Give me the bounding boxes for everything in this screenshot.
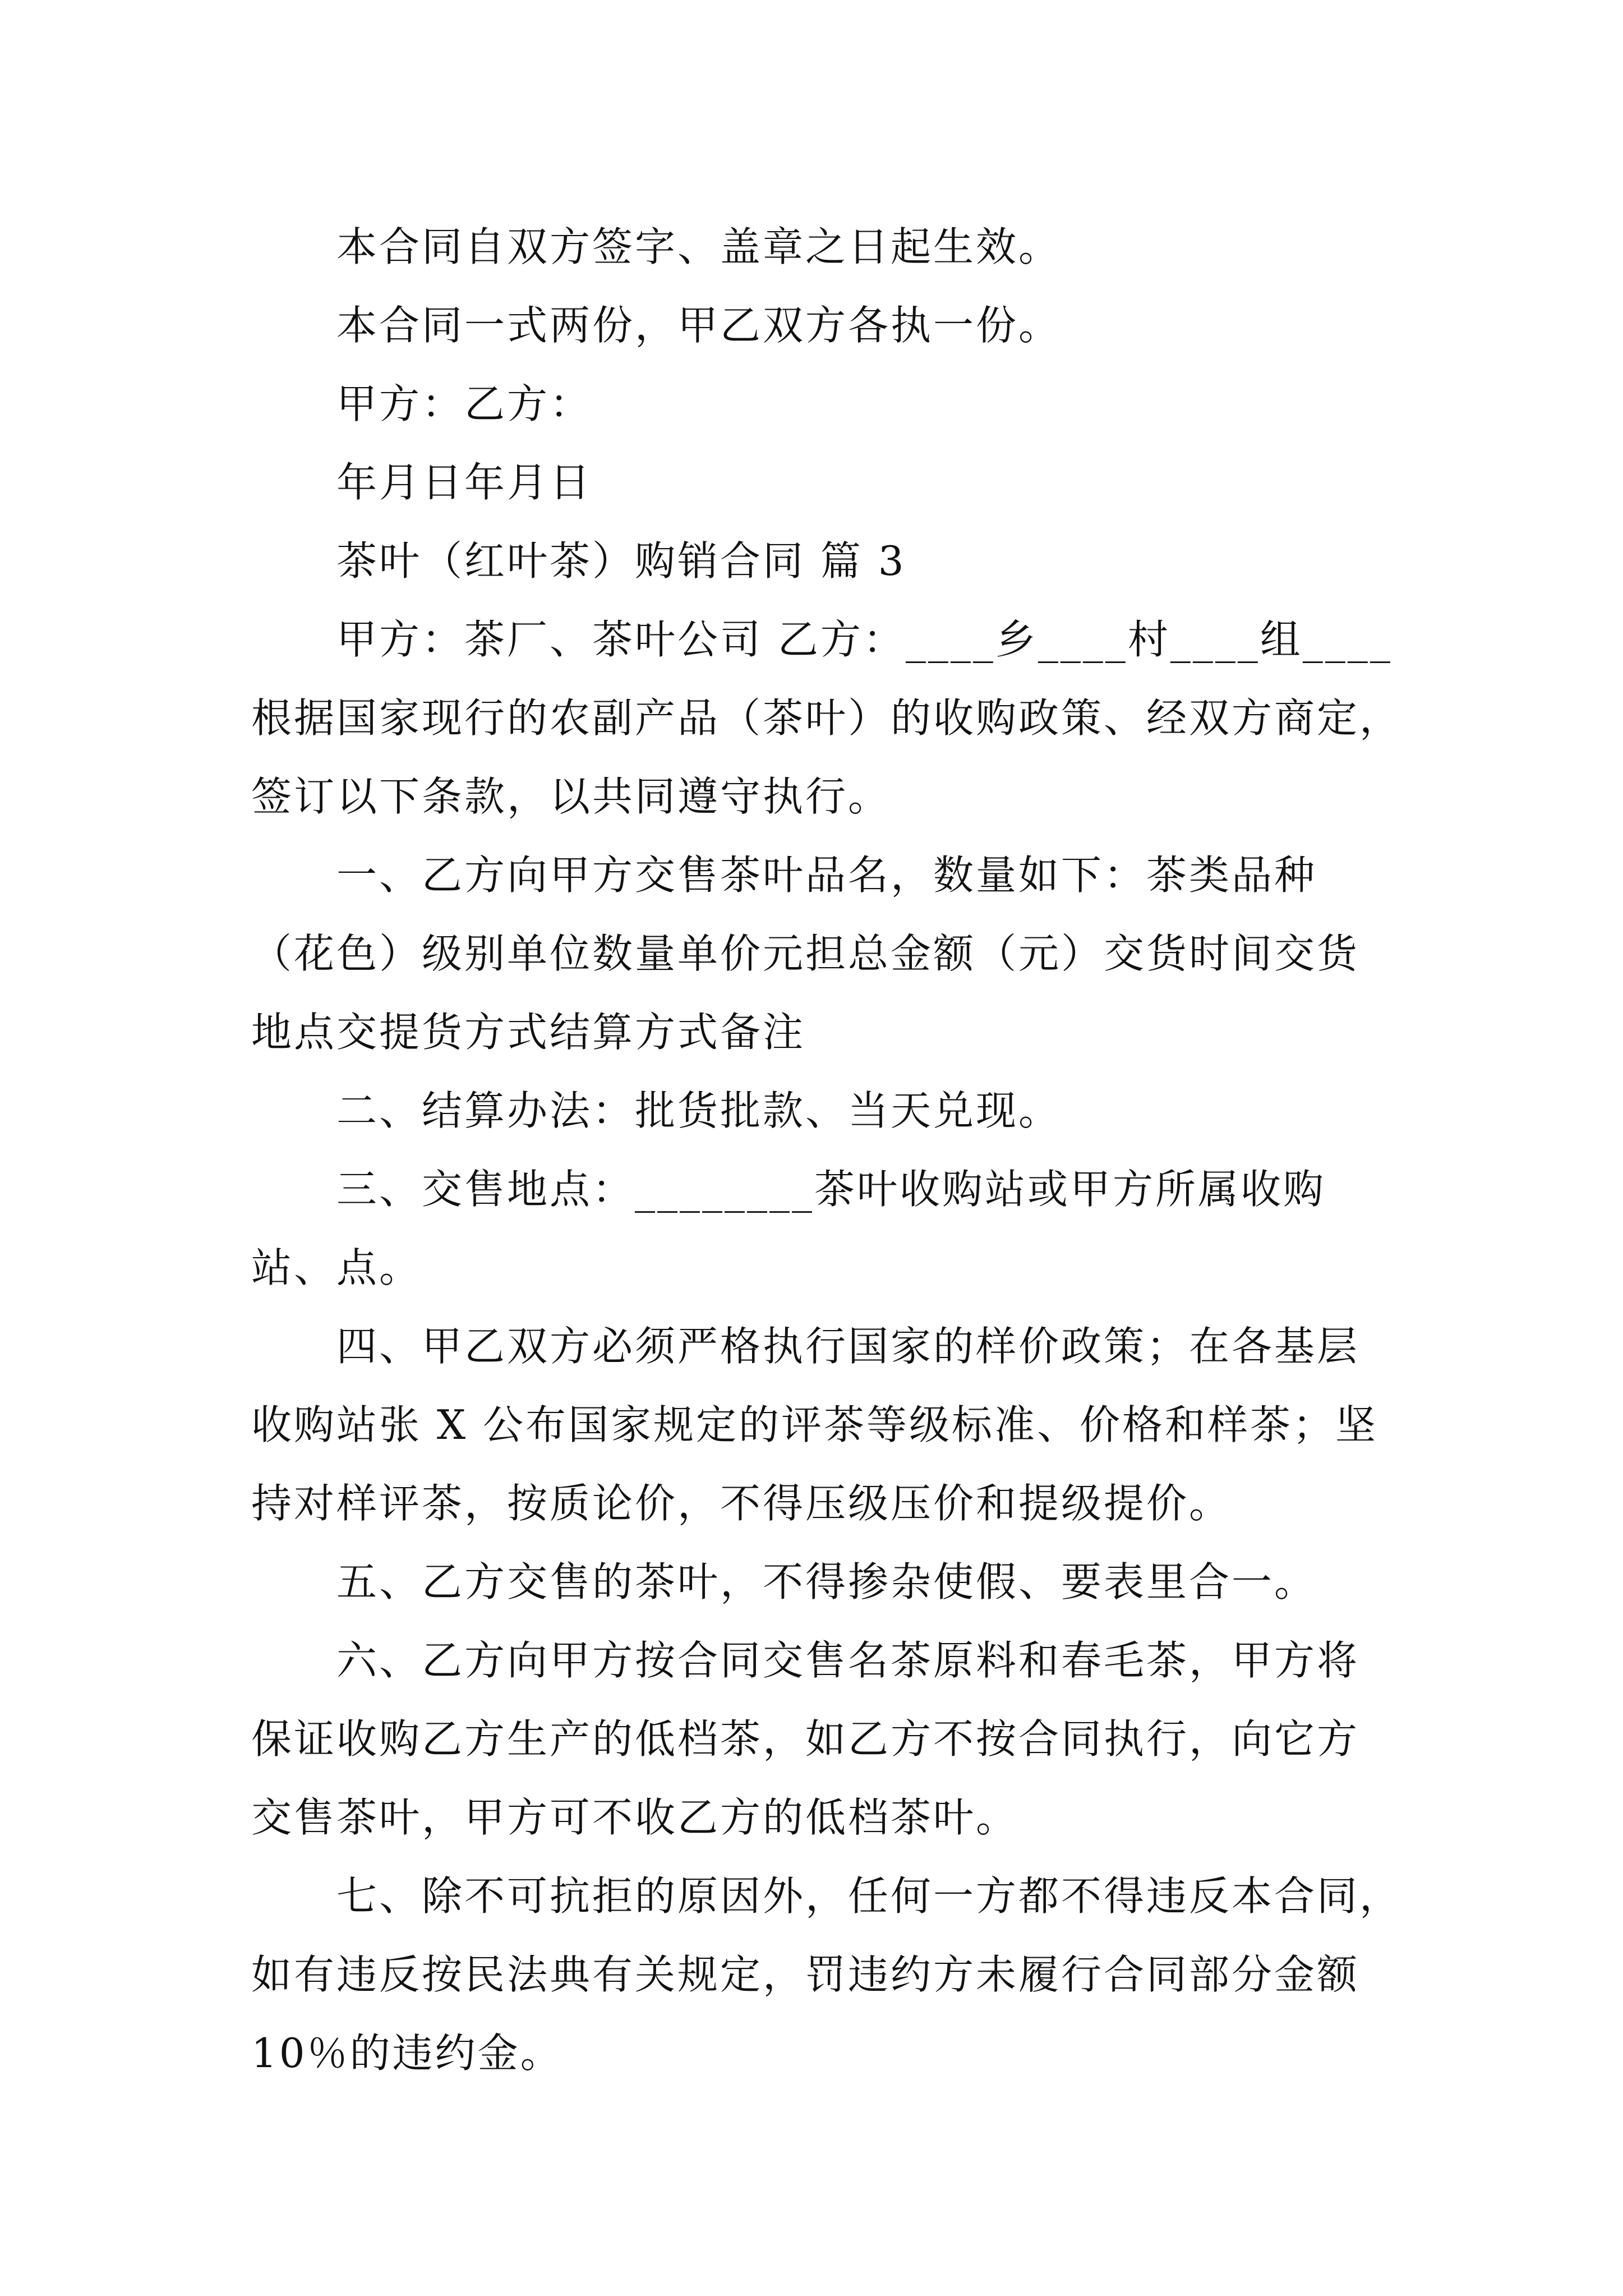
clause-7-line-1: 七、除不可抗拒的原因外，任何一方都不得违反本合同， [336, 1872, 1403, 1920]
clause-3-line-2: 站、点。 [251, 1244, 422, 1291]
preamble-line-2: 签订以下条款，以共同遵守执行。 [251, 773, 891, 820]
clause-2: 二、结算办法：批货批款、当天兑现。 [336, 1087, 1062, 1134]
effective-clause: 本合同自双方签字、盖章之日起生效。 [336, 223, 1062, 270]
copies-clause: 本合同一式两份，甲乙双方各执一份。 [336, 302, 1062, 349]
preamble-line-1: 根据国家现行的农副产品（茶叶）的收购政策、经双方商定， [251, 694, 1403, 742]
contract-body [251, 208, 1403, 2092]
clause-6-line-2: 保证收购乙方生产的低档茶，如乙方不按合同执行，向它方 [251, 1715, 1360, 1763]
party-info: 甲方：茶厂、茶叶公司 乙方：____乡____村____组____ [336, 616, 1393, 663]
clause-7-line-2: 如有违反按民法典有关规定，罚违约方未履行合同部分金额 [251, 1951, 1360, 1998]
clause-4-line-1: 四、甲乙双方必须严格执行国家的样价政策；在各基层 [336, 1323, 1360, 1370]
clause-5: 五、乙方交售的茶叶，不得掺杂使假、要表里合一。 [336, 1558, 1317, 1605]
signature-dates: 年月日年月日 [336, 459, 593, 506]
contract-title: 茶叶（红叶茶）购销合同 篇 3 [336, 537, 906, 585]
clause-1-line-2: （花色）级别单位数量单价元担总金额（元）交货时间交货 [251, 930, 1360, 977]
clause-1-line-1: 一、乙方向甲方交售茶叶品名，数量如下：茶类品种 [336, 852, 1317, 899]
clause-4-line-3: 持对样评茶，按质论价，不得压级压价和提级提价。 [251, 1480, 1232, 1527]
signature-parties: 甲方：乙方： [336, 380, 593, 427]
clause-4-line-2: 收购站张 X 公布国家规定的评茶等级标准、价格和样茶；坚 [251, 1401, 1378, 1448]
clause-3-line-1: 三、交售地点：________茶叶收购站或甲方所属收购 [336, 1166, 1326, 1213]
clause-7-line-3: 10％的违约金。 [251, 2030, 563, 2077]
clause-6-line-3: 交售茶叶，甲方可不收乙方的低档茶叶。 [251, 1794, 1019, 1841]
clause-6-line-1: 六、乙方向甲方按合同交售名茶原料和春毛茶，甲方将 [336, 1637, 1360, 1684]
clause-1-line-3: 地点交提货方式结算方式备注 [251, 1009, 806, 1056]
